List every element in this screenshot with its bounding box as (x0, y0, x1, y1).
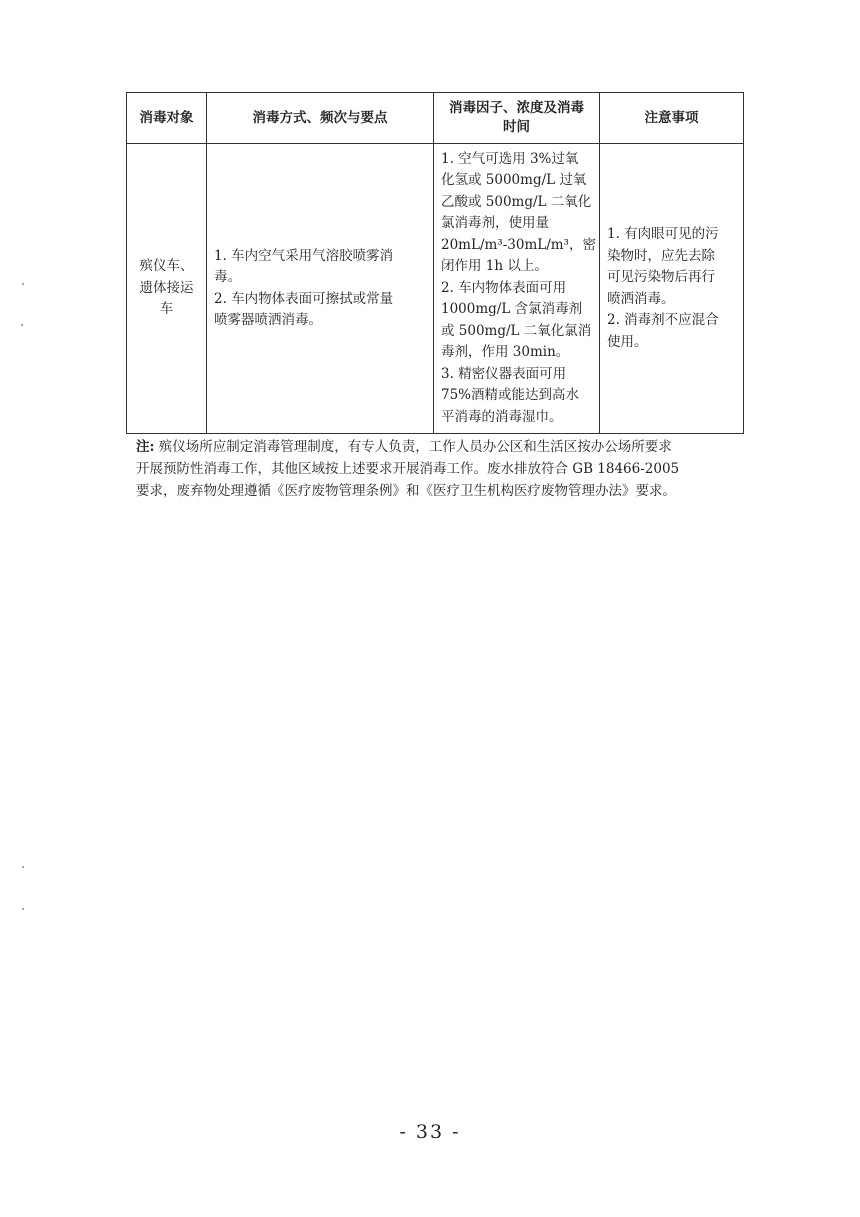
cell-line: 1000mg/L 含氯消毒剂 (441, 301, 583, 318)
scan-speck (22, 908, 24, 910)
cell-line: 喷洒消毒。 (607, 290, 675, 307)
cell-method (207, 144, 434, 434)
cell-line: 闭作用 1h 以上。 (441, 258, 548, 275)
cell-line: 毒。 (214, 269, 241, 285)
cell-line: 遗体接运 (139, 279, 194, 296)
cell-line: 可见污染物后再行 (607, 269, 715, 285)
cell-line: 喷雾器喷洒消毒。 (214, 312, 322, 328)
scan-speck (22, 866, 24, 868)
cell-line: 化氢或 5000mg/L 过氧 (441, 172, 587, 189)
cell-line: 2. 车内物体表面可用 (441, 279, 567, 296)
footnote-label: 注: (136, 439, 155, 455)
cell-line: 使用。 (607, 333, 648, 350)
cell-line: 毒剂，作用 30min。 (441, 344, 570, 361)
scan-speck (21, 324, 23, 326)
footnote-text: 殡仪场所应制定消毒管理制度，有专人负责，工作人员办公区和生活区按办公场所要求 (154, 439, 672, 455)
table-row (127, 144, 744, 434)
cell-line: 1. 有肉眼可见的污 (607, 226, 719, 242)
cell-object (127, 144, 207, 434)
scan-speck (22, 283, 24, 285)
header-factor-line: 时间 (503, 119, 530, 135)
footnote-line: 开展预防性消毒工作，其他区域按上述要求开展消毒工作。废水排放符合 GB 18466-2005 (136, 461, 680, 477)
footnote-line (136, 436, 746, 458)
cell-line: 平消毒的消毒湿巾。 (441, 408, 563, 425)
cell-line: 75%酒精或能达到高水 (441, 387, 580, 404)
cell-line: 1. 空气可选用 3%过氧 (441, 150, 579, 167)
cell-line: 乙酸或 500mg/L 二氧化 (441, 193, 592, 210)
header-notes: 注意事项 (600, 93, 744, 144)
cell-line: 1. 车内空气采用气溶胶喷雾消 (214, 247, 394, 264)
header-method: 消毒方式、频次与要点 (207, 93, 434, 144)
cell-line: 或 500mg/L 二氧化氯消 (441, 322, 592, 339)
cell-line: 20mL/m³-30mL/m³，密 (441, 236, 596, 253)
table-footnote (136, 436, 746, 502)
cell-factor (434, 144, 600, 434)
cell-line: 车 (159, 301, 174, 318)
cell-line: 2. 消毒剂不应混合 (607, 312, 719, 328)
cell-line: 染物时，应先去除 (607, 247, 715, 264)
disinfection-table (126, 92, 744, 434)
cell-notes (600, 144, 744, 434)
header-factor (434, 93, 600, 144)
footnote-line: 要求，废弃物处理遵循《医疗废物管理条例》和《医疗卫生机构医疗废物管理办法》要求。 (136, 483, 676, 499)
page-number: - 33 - (399, 1121, 461, 1143)
cell-line: 氯消毒剂，使用量 (441, 215, 549, 232)
cell-line: 2. 车内物体表面可擦拭或常量 (214, 290, 394, 307)
cell-line: 3. 精密仪器表面可用 (441, 365, 567, 382)
header-factor-line: 消毒因子、浓度及消毒 (449, 100, 584, 116)
table-header-row (127, 93, 744, 144)
cell-line: 殡仪车、 (139, 258, 194, 275)
header-object: 消毒对象 (127, 93, 207, 144)
